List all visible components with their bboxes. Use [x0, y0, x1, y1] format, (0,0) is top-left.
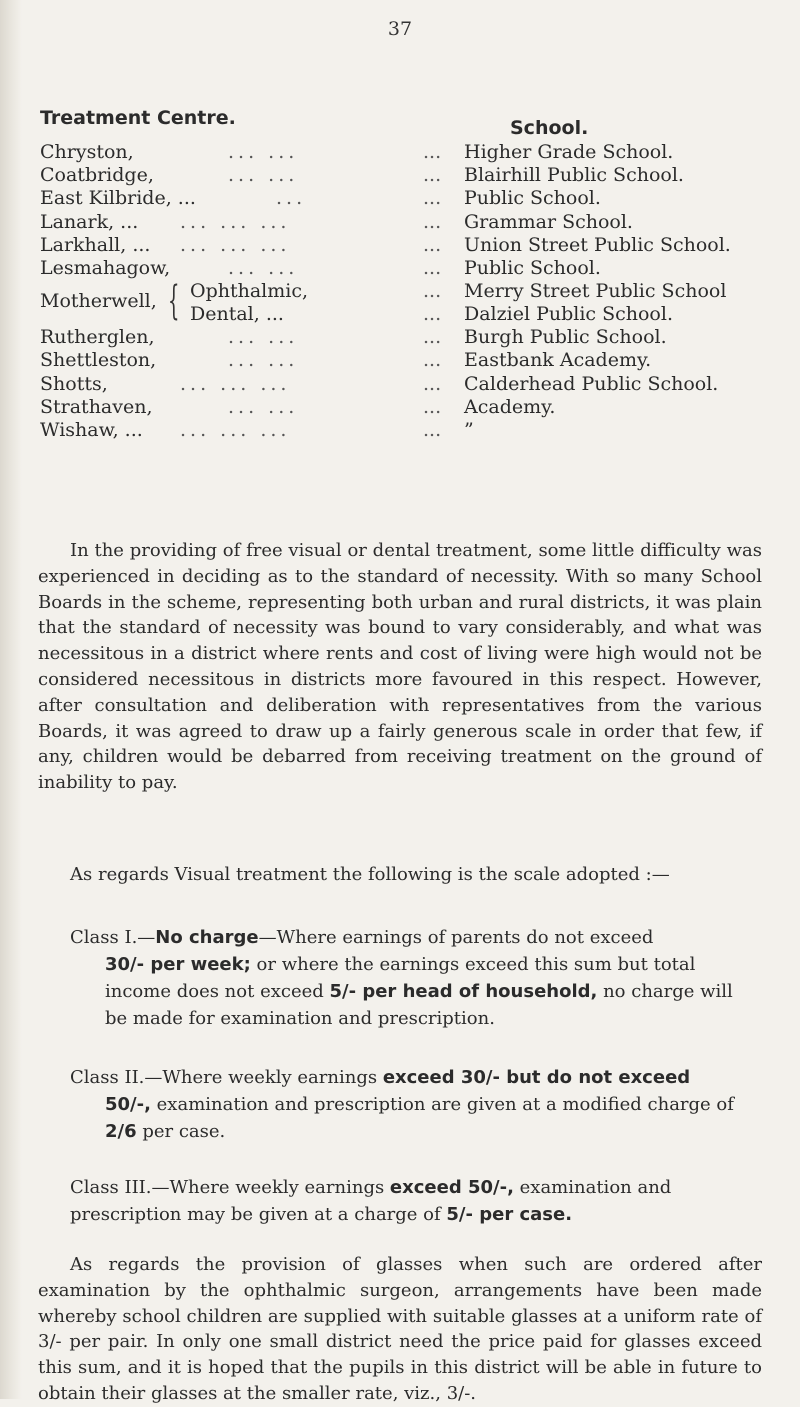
dot-leader: ...: [423, 210, 442, 233]
class-one-label: Class I.—: [70, 927, 156, 948]
dot-leader: ... ...: [228, 395, 299, 418]
dot-leader: ... ... ...: [180, 418, 291, 441]
dot-leader: ... ... ...: [180, 210, 291, 233]
centre-name: Lesmahagow,: [40, 256, 171, 279]
class-two-text: examination and prescription are given at a modified charge of: [150, 1094, 734, 1115]
table-row: [40, 418, 760, 441]
brace-icon: {: [168, 278, 180, 325]
table-row: [40, 140, 760, 163]
table-row: [40, 163, 760, 186]
dot-leader: ...: [423, 233, 442, 256]
class-one-5s-per-head: 5/- per head of household,: [329, 981, 598, 1002]
class-two-earnings-range: exceed 30/- but do not exceed: [382, 1067, 691, 1088]
school-name: Public School.: [464, 187, 601, 210]
dot-leader: ...: [423, 326, 442, 349]
dot-leader: ... ...: [228, 256, 299, 279]
table-row: [40, 186, 760, 209]
class-two-text: Where weekly earnings: [162, 1067, 383, 1088]
dot-leader: ... ...: [228, 349, 299, 372]
table-row: [40, 395, 760, 418]
class-one-entry: [70, 924, 760, 1032]
dot-leader: ... ...: [228, 164, 299, 187]
school-name: Academy.: [464, 395, 556, 418]
class-one-line: [70, 924, 760, 951]
dot-leader: ...: [423, 303, 442, 326]
dot-leader: ...: [423, 256, 442, 279]
table-rows: [40, 140, 760, 441]
centre-name: Chryston,: [40, 141, 134, 163]
school-name: Public School.: [464, 256, 601, 279]
table-row: [40, 372, 760, 395]
class-one-continuation: [105, 951, 760, 1032]
centre-name: Wishaw, ...: [40, 418, 143, 441]
school-name: Dalziel Public School.: [464, 303, 673, 326]
table-row: [40, 325, 760, 348]
page-spine-shadow: [0, 0, 22, 1399]
paragraph-visual-scale-intro: As regards Visual treatment the following is the scale adopted :—: [70, 864, 670, 885]
class-two-entry: [70, 1064, 760, 1145]
class-one-text: —Where earnings of parents do not exceed: [258, 927, 654, 948]
table-row-motherwell: [40, 279, 760, 325]
school-name: Higher Grade School.: [464, 141, 674, 163]
dot-leader: ...: [423, 349, 442, 372]
school-name: Burgh Public School.: [464, 326, 667, 349]
class-one-text: no charge will be made for examination and prescription.: [105, 981, 733, 1029]
centre-name: East Kilbride, ...: [40, 187, 196, 210]
class-two-continuation: [105, 1091, 760, 1145]
centre-name: Shettleston,: [40, 349, 157, 372]
page-number: 37: [387, 18, 413, 40]
class-two-line: [70, 1064, 760, 1091]
class-two-text: per case.: [136, 1121, 226, 1142]
class-three-label: Class III.—: [70, 1177, 170, 1198]
class-one-text: or where the earnings exceed this sum but total income does not exceed: [105, 954, 696, 1002]
school-name: Merry Street Public School: [464, 280, 727, 303]
dot-leader: ...: [423, 164, 442, 187]
class-three-charge: 5/- per case.: [446, 1204, 573, 1225]
class-three-text: examination and prescription may be given at a charge of: [70, 1177, 672, 1225]
class-three-earnings: exceed 50/-,: [389, 1177, 514, 1198]
dot-leader: ...: [423, 280, 442, 303]
dot-leader: ...: [423, 372, 442, 395]
class-three-line: [70, 1174, 760, 1228]
dot-leader: ...: [423, 187, 442, 210]
header-school: School.: [510, 117, 589, 139]
school-name: Grammar School.: [464, 210, 633, 233]
sub-centre-dental: Dental, ...: [190, 303, 284, 326]
dot-leader: ...: [423, 395, 442, 418]
header-treatment-centre: Treatment Centre.: [40, 107, 236, 129]
sub-centre-ophthalmic: Ophthalmic,: [190, 280, 309, 303]
class-three-text: Where weekly earnings: [169, 1177, 390, 1198]
table-row: [40, 348, 760, 371]
centre-name: Strathaven,: [40, 395, 153, 418]
dot-leader: ...: [423, 418, 442, 441]
class-one-no-charge: No charge: [155, 927, 259, 948]
class-two-charge: 2/6: [105, 1121, 137, 1142]
paragraph-glasses-provision: As regards the provision of glasses when such are ordered after examination by the ophthalmic surgeon, arrangements have been made whereby school children are supplied with suitable glasses at a uniform rate of 3/- per pair. In only one small district need the price paid for glasses exceed this sum, and it is hoped that the pupils in this district will be able in future to obtain their glasses at the smaller rate, viz., 3/-.: [38, 1254, 762, 1404]
centre-name: Larkhall, ...: [40, 233, 151, 256]
school-name: Blairhill Public School.: [464, 164, 684, 187]
class-three-entry: [70, 1174, 760, 1228]
dot-leader: ...: [423, 141, 442, 163]
dot-leader: ... ...: [228, 141, 299, 163]
school-name: Union Street Public School.: [464, 233, 731, 256]
centre-name: Coatbridge,: [40, 164, 154, 187]
class-two-50s: 50/-,: [105, 1094, 151, 1115]
dot-leader: ... ... ...: [180, 233, 291, 256]
class-one-30s-per-week: 30/- per week;: [105, 954, 251, 975]
school-name: Eastbank Academy.: [464, 349, 652, 372]
school-name: Calderhead Public School.: [464, 372, 719, 395]
table-row: [40, 210, 760, 233]
school-name-ditto: ”: [464, 418, 474, 441]
dot-leader: ... ... ...: [180, 372, 291, 395]
centre-name: Shotts,: [40, 372, 108, 395]
class-two-label: Class II.—: [70, 1067, 163, 1088]
paragraph-necessity-standard: In the providing of free visual or dental treatment, some little difficulty was experienced in deciding as to the standard of necessity. With so many School Boards in the scheme, representing both urban and rural districts, it was plain that the standard of necessity was bound to vary considerably, and what was necessitous in a district where rents and cost of living were high would not be considered necessitous in districts more favoured in this respect. However, after consultation and deliberation with representatives from the various Boards, it was agreed to draw up a fairly generous scale in order that few, if any, children would be debarred from receiving treatment on the ground of inability to pay.: [38, 540, 762, 794]
centre-name: Rutherglen,: [40, 326, 155, 349]
table-row: [40, 233, 760, 256]
table-row: [40, 256, 760, 279]
centre-name: Motherwell,: [40, 290, 157, 313]
centre-name: Lanark, ...: [40, 210, 139, 233]
dot-leader: ... ...: [228, 326, 299, 349]
dot-leader: ...: [276, 187, 307, 210]
